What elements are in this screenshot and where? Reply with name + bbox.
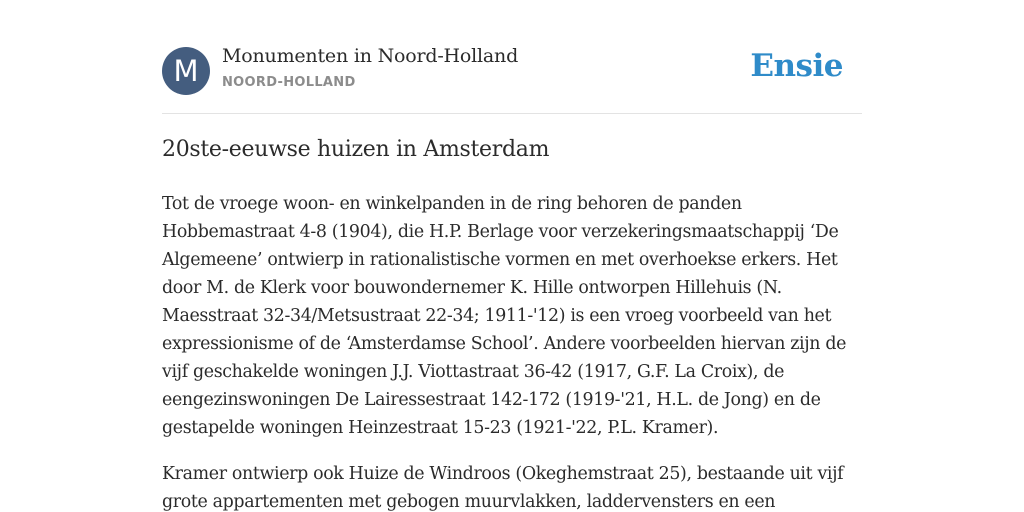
source-title-link[interactable]: Monumenten in Noord-Holland bbox=[222, 45, 519, 67]
paragraph-line: Maesstraat 32-34/Metsustraat 22-34; 1911-'12) is een vroeg voorbeeld van het bbox=[162, 306, 832, 326]
article-title: 20ste-eeuwse huizen in Amsterdam bbox=[162, 137, 550, 162]
article-body bbox=[162, 190, 862, 512]
source-avatar[interactable]: M bbox=[162, 47, 210, 95]
paragraph-line: Algemeene’ ontwierp in rationalistische vormen en met overhoekse erkers. Het bbox=[162, 250, 838, 270]
paragraph-line: Kramer ontwierp ook Huize de Windroos (Okeghemstraat 25), bestaande uit vijf bbox=[162, 464, 844, 484]
content-column bbox=[162, 0, 862, 512]
ensie-logo[interactable]: Ensie bbox=[750, 48, 843, 84]
article-paragraph-1 bbox=[162, 190, 862, 442]
paragraph-line: expressionisme of de ‘Amsterdamse School’. Andere voorbeelden hiervan zijn de bbox=[162, 334, 847, 354]
paragraph-line: grote appartementen met gebogen muurvlakken, laddervensters en een bbox=[162, 492, 776, 512]
source-subtitle-link[interactable]: NOORD-HOLLAND bbox=[222, 75, 356, 90]
source-header bbox=[162, 0, 862, 114]
paragraph-line: eengezinswoningen De Lairessestraat 142-172 (1919-'21, H.L. de Jong) en de bbox=[162, 390, 821, 410]
paragraph-line: door M. de Klerk voor bouwondernemer K. Hille ontworpen Hillehuis (N. bbox=[162, 278, 782, 298]
article-paragraph-2 bbox=[162, 460, 862, 512]
paragraph-line: Hobbemastraat 4-8 (1904), die H.P. Berlage voor verzekeringsmaatschappij ‘De bbox=[162, 222, 839, 242]
paragraph-line: vijf geschakelde woningen J.J. Viottastraat 36-42 (1917, G.F. La Croix), de bbox=[162, 362, 785, 382]
paragraph-line: Tot de vroege woon- en winkelpanden in de ring behoren de panden bbox=[162, 194, 742, 214]
paragraph-line: gestapelde woningen Heinzestraat 15-23 (1921-'22, P.L. Kramer). bbox=[162, 418, 719, 438]
